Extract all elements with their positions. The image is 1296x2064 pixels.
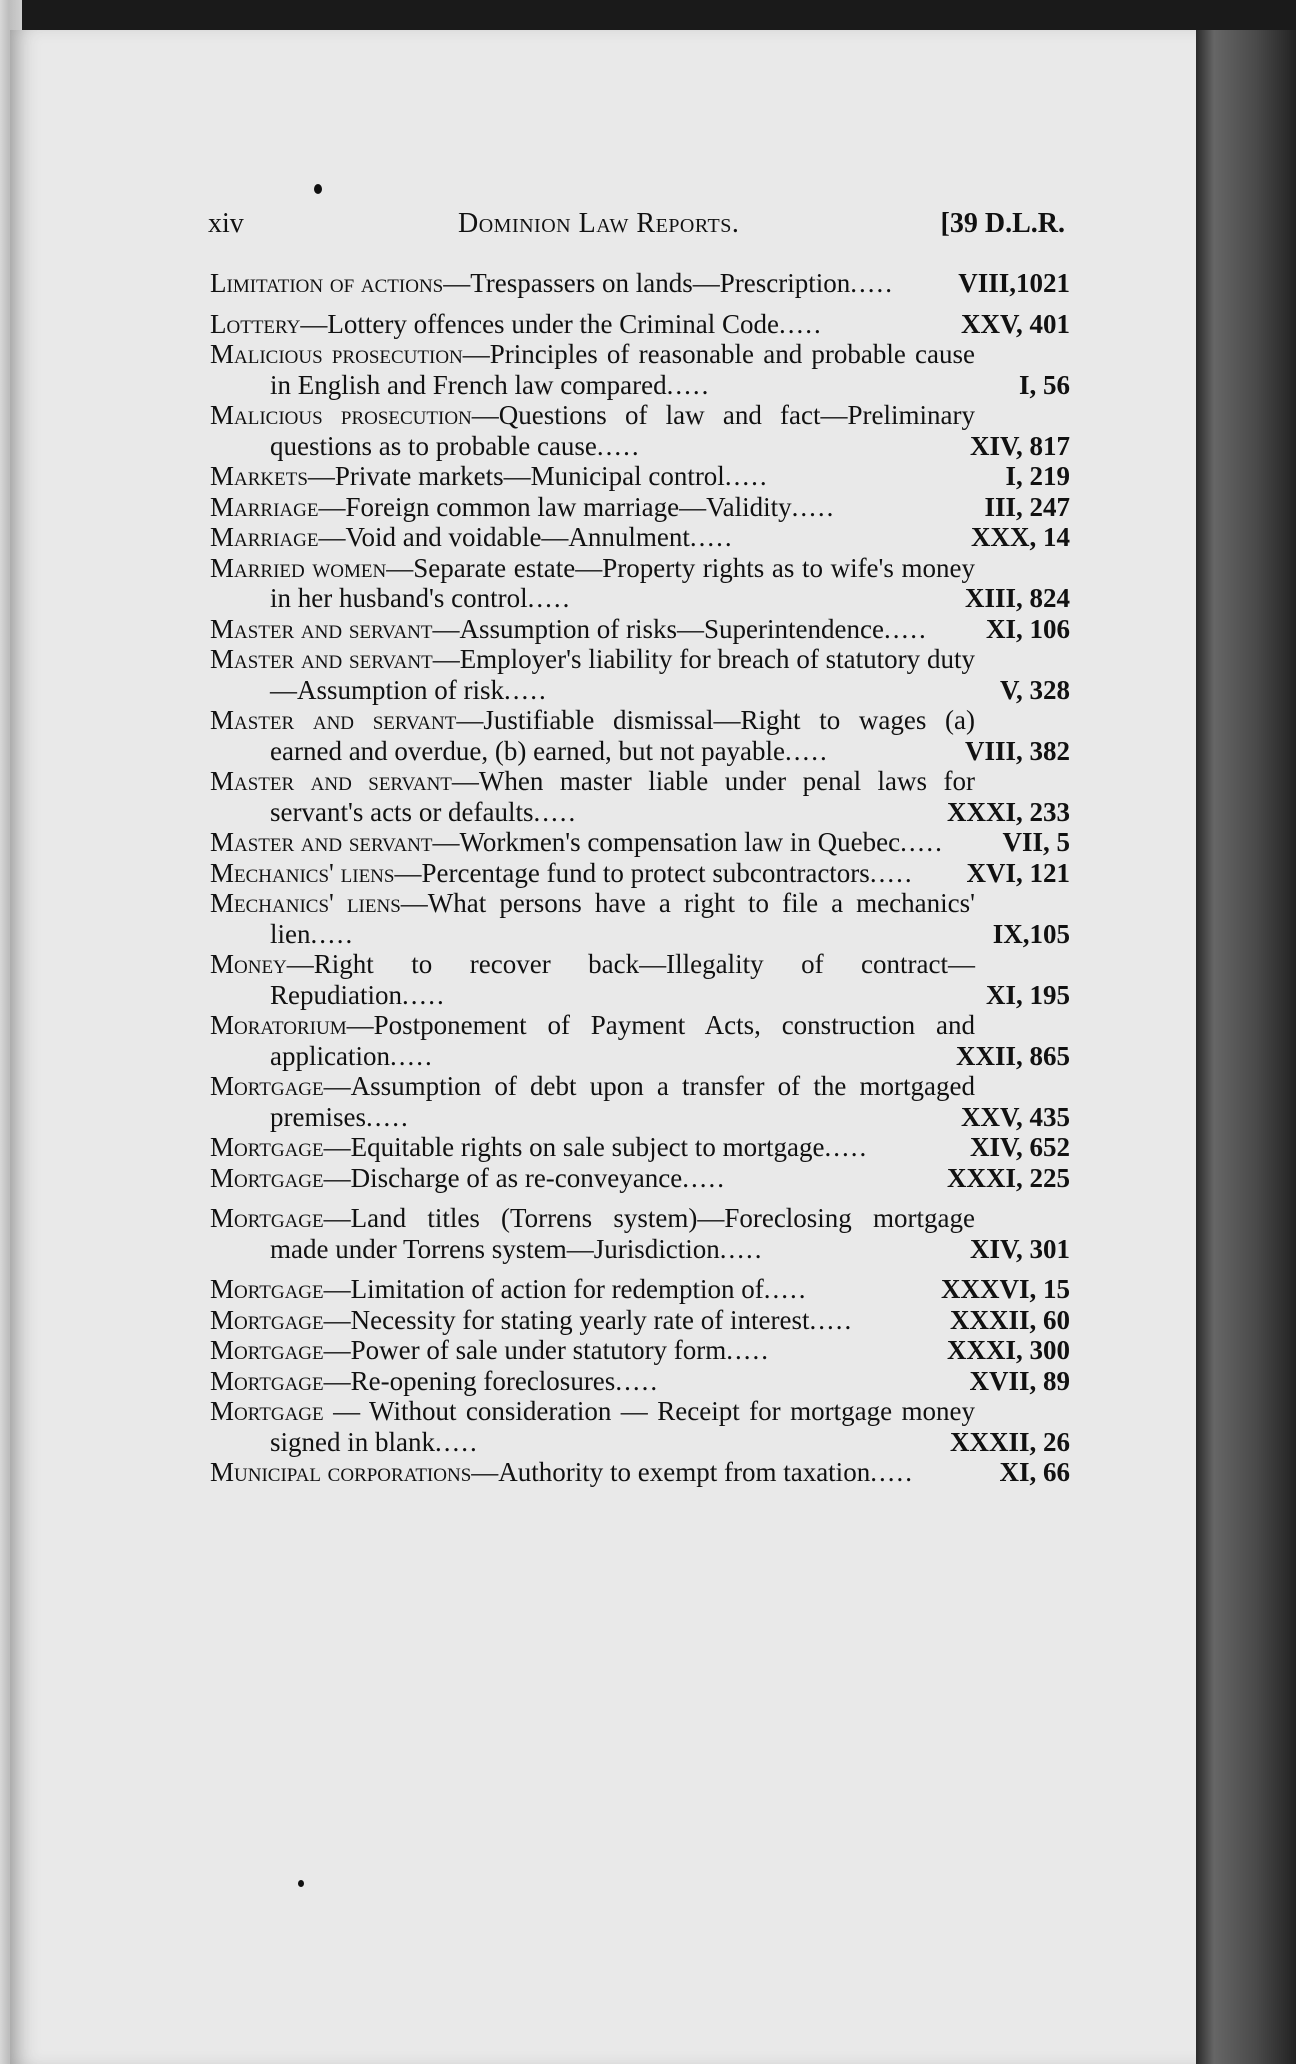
entry-citation: XXX, 14: [971, 522, 1070, 552]
entry-description: —Employer's liability for breach of statutory duty—Assumption of risk: [270, 644, 975, 705]
entry-citation: III, 247: [984, 491, 1070, 522]
entry-citation: XVI, 121: [966, 857, 1070, 888]
index-entry: [210, 705, 1070, 766]
entry-citation: XXV, 435: [960, 1101, 1070, 1132]
index-entry: [210, 1457, 1070, 1488]
index-entry: [210, 1396, 1070, 1457]
entry-description: —Justifiable dismissal—Right to wages (a) earned and overdue, (b) earned, but not payable: [270, 705, 975, 766]
dot-leader: .....: [527, 583, 572, 613]
entry-text: [210, 858, 975, 889]
index-entry: [210, 614, 1070, 645]
entry-topic: Money: [210, 949, 287, 979]
index-entry: [210, 644, 1070, 705]
entry-topic: Marriage: [210, 491, 319, 522]
entry-description: —Foreign common law marriage—Validity: [318, 491, 792, 522]
dot-leader: .....: [809, 1304, 854, 1335]
entry-description: —Separate estate—Property rights as to wife's money in her husband's control: [270, 552, 975, 613]
index-entry: [210, 339, 1070, 400]
dot-leader: .....: [434, 1426, 479, 1457]
entry-citation: IX,105: [992, 918, 1070, 949]
entry-topic: Mechanics' liens: [210, 857, 395, 888]
entry-topic: Master and servant: [210, 827, 433, 857]
index-entry: [210, 1163, 1070, 1194]
entry-citation: XXII, 865: [955, 1040, 1070, 1071]
entry-topic: Malicious prosecution: [210, 339, 463, 369]
entry-description: —Necessity for stating yearly rate of interest: [323, 1304, 810, 1335]
entry-text: [210, 888, 975, 949]
entry-text: [210, 705, 975, 766]
volume-reference: [39 D.L.R.: [940, 208, 1065, 239]
entry-description: —Private markets—Municipal control: [307, 461, 725, 491]
dot-leader: .....: [401, 979, 446, 1010]
entry-description: —Trespassers on lands—Prescription: [443, 268, 851, 298]
entry-text: [210, 1163, 975, 1194]
dot-leader: .....: [615, 1365, 660, 1396]
dot-leader: .....: [850, 268, 894, 298]
entry-topic: Mortgage: [210, 1304, 324, 1335]
index-entry: [210, 858, 1070, 889]
entry-topic: Mortgage: [210, 1396, 324, 1426]
entry-citation: I, 219: [1005, 461, 1070, 491]
dot-leader: .....: [596, 430, 641, 461]
entry-citation: XXXII, 26: [949, 1426, 1070, 1457]
dot-leader: .....: [869, 857, 914, 888]
entry-text: [210, 1366, 975, 1397]
entry-text: [210, 309, 975, 340]
index-entry: [210, 1335, 1070, 1366]
index-entry: [210, 553, 1070, 614]
index-entry: [210, 827, 1070, 858]
dot-leader: .....: [870, 1457, 914, 1487]
entry-description: — Without consideration — Receipt for mortgage money signed in blank: [270, 1396, 975, 1457]
entry-citation: XIV, 817: [969, 430, 1070, 461]
entry-topic: Marriage: [210, 522, 319, 552]
dot-leader: .....: [779, 308, 823, 339]
index-entry: [210, 1071, 1070, 1132]
dot-leader: .....: [791, 491, 836, 522]
entry-description: —When master liable under penal laws for servant's acts or defaults: [270, 766, 975, 827]
entry-topic: Master and servant: [210, 644, 433, 674]
entry-text: [210, 949, 975, 1010]
entry-description: —Land titles (Torrens system)—Foreclosing mortgage made under Torrens system—Jurisdiction: [270, 1203, 975, 1264]
dot-leader: .....: [533, 796, 578, 827]
index-entry: [210, 1203, 1070, 1264]
entry-citation: XI, 66: [999, 1457, 1070, 1487]
page-edge-shadow: [1196, 30, 1296, 2064]
entry-text: [210, 644, 975, 705]
entry-description: —What persons have a right to file a mechanics' lien: [270, 888, 975, 949]
index-entry: [210, 1366, 1070, 1397]
entry-text: [210, 1132, 975, 1163]
dot-leader: .....: [900, 827, 944, 857]
entry-text: [210, 400, 975, 461]
entry-citation: XXXII, 60: [949, 1304, 1070, 1335]
dot-leader: .....: [666, 369, 711, 400]
index-entry: [210, 949, 1070, 1010]
index-entry: [210, 888, 1070, 949]
entry-citation: XXXVI, 15: [940, 1274, 1070, 1304]
dot-leader: .....: [365, 1101, 410, 1132]
index-entry: [210, 766, 1070, 827]
entry-text: [210, 614, 975, 645]
entry-text: [210, 1203, 975, 1264]
entry-topic: Mortgage: [210, 1132, 324, 1162]
entry-description: —Right to recover back—Illegality of contract—Repudiation: [270, 949, 975, 1010]
entry-description: —Assumption of risks—Superintendence: [432, 613, 884, 644]
entry-citation: VIII,1021: [958, 268, 1070, 298]
entry-citation: I, 56: [1018, 369, 1070, 400]
entry-citation: VIII, 382: [964, 735, 1070, 766]
entry-text: [210, 1071, 975, 1132]
entry-citation: XXXI, 300: [946, 1335, 1070, 1365]
entry-citation: XI, 195: [985, 979, 1070, 1010]
index-entry: [210, 1305, 1070, 1336]
entry-topic: Municipal corporations: [210, 1457, 472, 1487]
entry-text: [210, 268, 975, 299]
running-title: Dominion Law Reports.: [458, 208, 740, 239]
index-entry: [210, 492, 1070, 523]
index-entry: [210, 400, 1070, 461]
entry-topic: Mortgage: [210, 1203, 324, 1233]
entry-citation: XIV, 652: [969, 1132, 1070, 1162]
entry-text: [210, 339, 975, 400]
entry-description: —Void and voidable—Annulment: [318, 522, 690, 552]
dot-leader: .....: [689, 522, 734, 552]
dot-leader: .....: [883, 613, 928, 644]
entry-citation: XXV, 401: [960, 308, 1070, 339]
entry-description: —Principles of reasonable and probable cause in English and French law compared: [270, 339, 975, 400]
dot-leader: .....: [682, 1162, 726, 1193]
entry-citation: VII, 5: [1002, 827, 1070, 857]
dot-leader: .....: [389, 1040, 434, 1071]
dot-leader: .....: [785, 735, 829, 766]
entry-topic: Master and servant: [210, 613, 433, 644]
entry-text: [210, 766, 975, 827]
entry-text: [210, 1274, 975, 1305]
entry-text: [210, 827, 975, 858]
ink-speck: [298, 1880, 304, 1887]
index-entry: [210, 1132, 1070, 1163]
dot-leader: .....: [719, 1233, 764, 1264]
entry-description: —Limitation of action for redemption of: [323, 1274, 764, 1304]
entry-topic: Master and servant: [210, 705, 457, 735]
entry-description: —Assumption of debt upon a transfer of the mortgaged premises: [270, 1071, 975, 1132]
running-header: [200, 204, 1065, 244]
index-entry: [210, 522, 1070, 553]
dot-leader: .....: [724, 461, 769, 491]
entry-citation: XVII, 89: [969, 1365, 1070, 1396]
dot-leader: .....: [310, 918, 355, 949]
dot-leader: .....: [824, 1132, 869, 1162]
entry-description: —Postponement of Payment Acts, construction and application: [270, 1010, 975, 1071]
entry-description: —Questions of law and fact—Preliminary questions as to probable cause: [270, 400, 975, 461]
entry-description: —Lottery offences under the Criminal Code: [300, 308, 780, 339]
entry-text: [210, 461, 975, 492]
entry-description: —Authority to exempt from taxation: [471, 1457, 871, 1487]
entry-topic: Mortgage: [210, 1365, 324, 1396]
entry-text: [210, 1010, 975, 1071]
entry-description: —Equitable rights on sale subject to mortgage: [323, 1132, 825, 1162]
entry-topic: Master and servant: [210, 766, 452, 796]
entry-description: —Discharge of as re-conveyance: [323, 1162, 683, 1193]
entry-topic: Moratorium: [210, 1010, 347, 1040]
entry-citation: XIII, 824: [964, 583, 1070, 613]
dot-leader: .....: [726, 1335, 771, 1365]
entry-description: —Re-opening foreclosures: [323, 1365, 616, 1396]
entry-text: [210, 1335, 975, 1366]
entry-text: [210, 1305, 975, 1336]
entry-text: [210, 1396, 975, 1457]
dot-leader: .....: [504, 674, 548, 705]
entry-topic: Mortgage: [210, 1335, 324, 1365]
entry-citation: V, 328: [999, 674, 1070, 705]
entry-topic: Married women: [210, 552, 387, 583]
entry-topic: Markets: [210, 461, 308, 491]
entry-text: [210, 1457, 975, 1488]
index-entry: [210, 461, 1070, 492]
page-number: xiv: [208, 208, 244, 239]
entry-citation: XXXI, 225: [946, 1162, 1070, 1193]
index-entry-list: [210, 268, 1070, 1488]
entry-topic: Mortgage: [210, 1274, 324, 1304]
entry-topic: Lottery: [210, 308, 301, 339]
entry-topic: Malicious prosecution: [210, 400, 472, 430]
entry-description: —Percentage fund to protect subcontractors: [394, 857, 870, 888]
entry-description: —Workmen's compensation law in Quebec: [432, 827, 901, 857]
index-entry: [210, 1010, 1070, 1071]
index-entry: [210, 309, 1070, 340]
dot-leader: .....: [763, 1274, 808, 1304]
entry-topic: Mortgage: [210, 1162, 324, 1193]
entry-text: [210, 553, 975, 614]
entry-topic: Mechanics' liens: [210, 888, 401, 918]
entry-citation: XXXI, 233: [946, 796, 1070, 827]
entry-topic: Mortgage: [210, 1071, 324, 1101]
ink-speck: [314, 184, 322, 194]
entry-topic: Limitation of actions: [210, 268, 444, 298]
entry-citation: XI, 106: [985, 613, 1070, 644]
index-entry: [210, 268, 1070, 299]
entry-text: [210, 522, 975, 553]
index-entry: [210, 1274, 1070, 1305]
entry-description: —Power of sale under statutory form: [323, 1335, 727, 1365]
entry-text: [210, 492, 975, 523]
entry-citation: XIV, 301: [969, 1233, 1070, 1264]
